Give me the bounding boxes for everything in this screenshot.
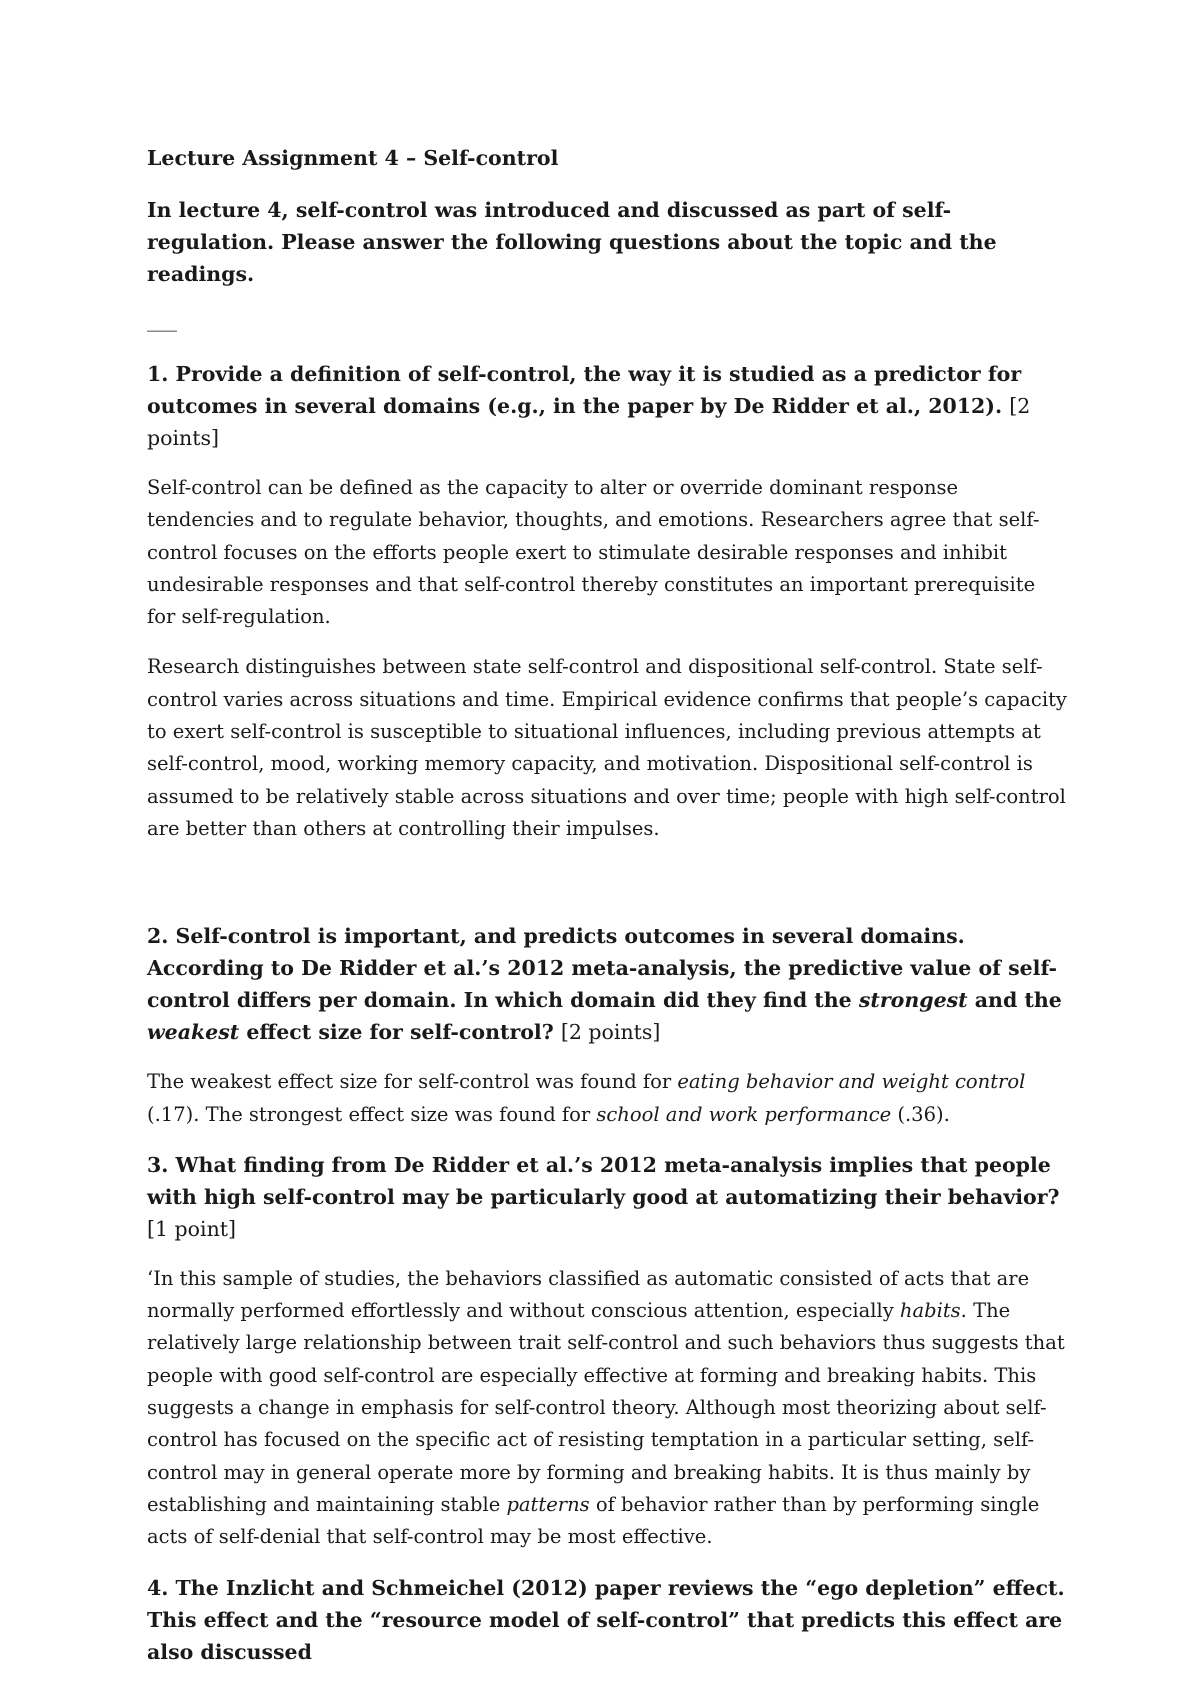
answer-2-c: (.36). bbox=[891, 1102, 950, 1126]
answer-3 bbox=[147, 1263, 1067, 1554]
answer-3-habits: habits bbox=[899, 1299, 961, 1323]
question-2-weakest: weakest bbox=[147, 1020, 240, 1045]
answer-2-strongest-domain: school and work performance bbox=[596, 1102, 892, 1126]
question-4: 4. The Inzlicht and Schmeichel (2012) paper reviews the “ego depletion” effect. This effect and the “resource model of self-control” that predicts this effect are also discussed bbox=[147, 1575, 1065, 1664]
spacer bbox=[147, 863, 1067, 920]
answer-2-b: (.17). The strongest effect size was found for bbox=[147, 1102, 597, 1126]
question-3-points: [1 point] bbox=[147, 1216, 237, 1241]
document-title: Lecture Assignment 4 – Self-control bbox=[147, 146, 559, 170]
separator-line: ___ bbox=[147, 308, 177, 332]
answer-3-c: of behavior rather than by performing single acts of self-denial that self-control may be most effective. bbox=[147, 1492, 1040, 1549]
document-page bbox=[147, 142, 1067, 1686]
answer-2-a: The weakest effect size for self-control was found for bbox=[147, 1070, 678, 1094]
question-2-text-b: and the bbox=[967, 988, 1062, 1013]
question-1-text: 1. Provide a definition of self-control, the way it is studied as a predictor for outcomes in several domains (e.g., in the paper by De Ridder et al., 2012). bbox=[147, 362, 1022, 418]
answer-2 bbox=[147, 1066, 1067, 1131]
answer-1-paragraph-2: Research distinguishes between state self-control and dispositional self-control. State self-control varies across situations and time. Empirical evidence confirms that people’s capacity to exert self-control is susceptible to situational influences, including previous attempts at self-control, mood, working memory capacity, and motivation. Dispositional self-control is assumed to be relatively stable across situations and over time; people with high self-control are better than others at controlling their impulses. bbox=[147, 655, 1067, 840]
answer-3-a: ‘In this sample of studies, the behaviors classified as automatic consisted of acts that are normally performed effortlessly and without conscious attention, especially bbox=[147, 1266, 1030, 1323]
answer-1-paragraph-1: Self-control can be defined as the capacity to alter or override dominant response tendencies and to regulate behavior, thoughts, and emotions. Researchers agree that self-control focuses on the efforts people exert to stimulate desirable responses and inhibit undesirable responses and that self-control thereby constitutes an important prerequisite for self-regulation. bbox=[147, 476, 1040, 629]
question-3-text: 3. What finding from De Ridder et al.’s 2012 meta-analysis implies that people with high self-control may be particularly good at automatizing their behavior? bbox=[147, 1152, 1060, 1209]
question-3 bbox=[147, 1149, 1067, 1245]
answer-3-b: . The relatively large relationship between trait self-control and such behaviors thus suggests that people with good self-control are especially effective at forming and breaking habits. This suggests a change in emphasis for self-control theory. Although most theorizing about self-control has focused on the specific act of resisting temptation in a particular setting, self-control may in general operate more by forming and breaking habits. It is thus mainly by establishing and maintaining stable bbox=[147, 1299, 1065, 1516]
intro-paragraph: In lecture 4, self-control was introduced and discussed as part of self-regulation. Please answer the following questions about the topic and the readings. bbox=[147, 198, 997, 286]
question-2-text-c: effect size for self-control? bbox=[239, 1020, 554, 1045]
question-2-strongest: strongest bbox=[858, 988, 968, 1013]
question-1-points: [2 points] bbox=[147, 394, 1031, 450]
question-2 bbox=[147, 920, 1067, 1048]
answer-2-weakest-domain: eating behavior and weight control bbox=[677, 1070, 1026, 1094]
answer-3-patterns: patterns bbox=[506, 1492, 590, 1516]
question-2-text-a: 2. Self-control is important, and predicts outcomes in several domains. According to De Ridder et al.’s 2012 meta-analysis, the predictive value of self-control differs per domain. In which domain did they find the bbox=[147, 924, 1058, 1013]
question-1 bbox=[147, 358, 1067, 454]
question-2-points: [2 points] bbox=[560, 1020, 661, 1045]
